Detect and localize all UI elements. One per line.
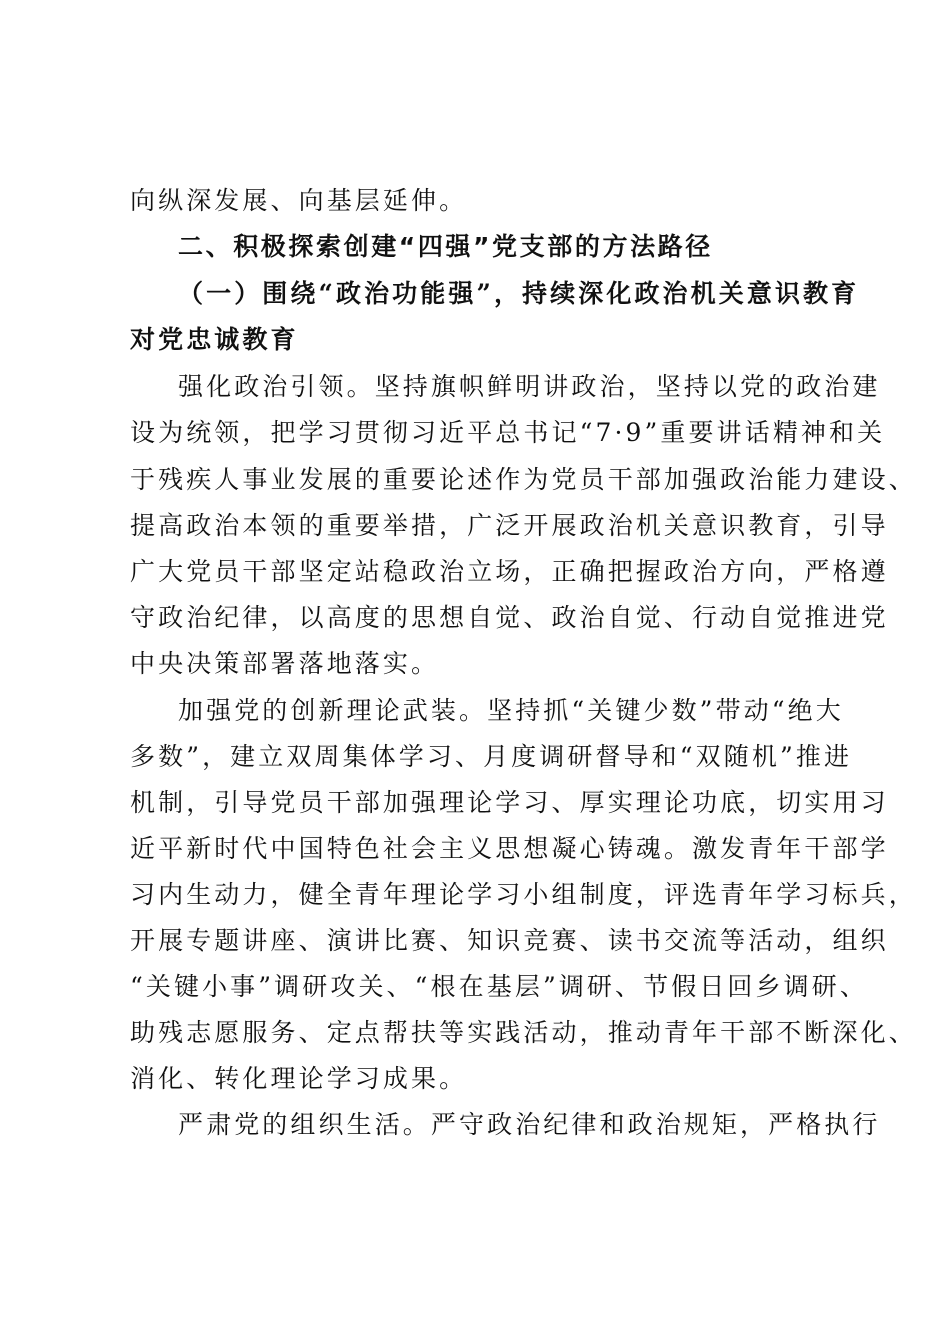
section-heading: 二、积极探索创建“四强”党支部的方法路径 (178, 232, 713, 261)
paragraph-2-line-8: 助残志愿服务、定点帮扶等实践活动，推动青年干部不断深化、 (130, 1018, 917, 1047)
paragraph-2-line-9: 消化、转化理论学习成果。 (130, 1064, 468, 1093)
paragraph-2-line-1: 加强党的创新理论武装。坚持抓“关键少数”带动“绝大 (178, 696, 844, 725)
subsection-heading-line-1: （一）围绕“政治功能强”，持续深化政治机关意识教育 (178, 279, 860, 308)
paragraph-1-line-1: 强化政治引领。坚持旗帜鲜明讲政治，坚持以党的政治建 (178, 372, 881, 401)
paragraph-continuation-line: 向纵深发展、向基层延伸。 (130, 186, 468, 215)
paragraph-1-line-6: 守政治纪律，以高度的思想自觉、政治自觉、行动自觉推进党 (130, 603, 889, 632)
paragraph-2-line-6: 开展专题讲座、演讲比赛、知识竞赛、读书交流等活动，组织 (130, 926, 889, 955)
paragraph-2-line-4: 近平新时代中国特色社会主义思想凝心铸魂。激发青年干部学 (130, 834, 889, 863)
paragraph-1-line-2: 设为统领，把学习贯彻习近平总书记“7·9”重要讲话精神和关 (130, 418, 886, 447)
paragraph-1-line-7: 中央决策部署落地落实。 (130, 649, 440, 678)
paragraph-1-line-4: 提高政治本领的重要举措，广泛开展政治机关意识教育，引导 (130, 511, 889, 540)
paragraph-2-line-7: “关键小事”调研攻关、“根在基层”调研、节假日回乡调研、 (130, 972, 868, 1001)
paragraph-3-line-1: 严肃党的组织生活。严守政治纪律和政治规矩，严格执行 (178, 1110, 881, 1139)
paragraph-2-line-2: 多数”，建立双周集体学习、月度调研督导和“双随机”推进 (130, 742, 853, 771)
subsection-heading-line-2: 对党忠诚教育 (130, 325, 299, 354)
paragraph-1-line-3: 于残疾人事业发展的重要论述作为党员干部加强政治能力建设、 (130, 465, 917, 494)
paragraph-2-line-3: 机制，引导党员干部加强理论学习、厚实理论功底，切实用习 (130, 788, 889, 817)
paragraph-2-line-5: 习内生动力，健全青年理论学习小组制度，评选青年学习标兵， (130, 880, 917, 909)
paragraph-1-line-5: 广大党员干部坚定站稳政治立场，正确把握政治方向，严格遵 (130, 557, 889, 586)
